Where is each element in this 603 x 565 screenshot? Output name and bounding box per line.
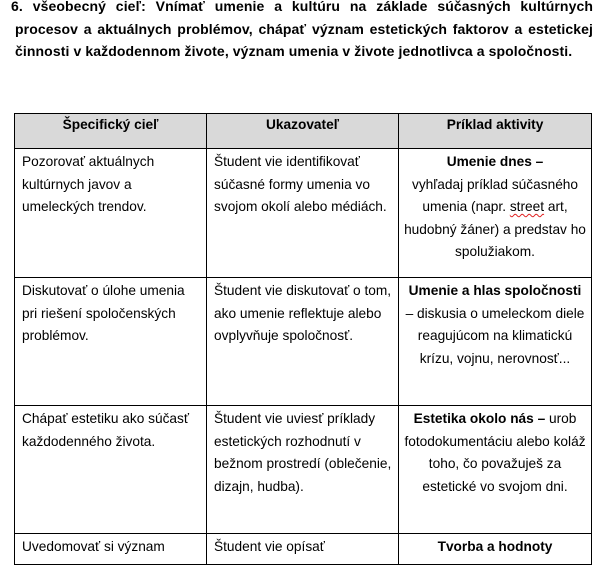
table-row	[15, 278, 592, 406]
header-specific-goal: Špecifický cieľ	[15, 114, 207, 149]
activity-title: Estetika okolo nás –	[413, 411, 546, 426]
indicator-text: Študent vie opísať	[214, 539, 325, 554]
activity-content	[399, 149, 591, 264]
spellcheck-flagged-word[interactable]: street	[509, 199, 545, 214]
indicator-text: Študent vie identifikovať súčasné formy umenia vo svojom okolí alebo médiách.	[214, 154, 387, 214]
goal-text: Diskutovať o úlohe umenia pri riešení spoločenských problémov.	[22, 283, 185, 343]
indicator-cell	[207, 149, 399, 278]
activity-cell	[399, 278, 592, 406]
indicator-cell	[207, 406, 399, 534]
activity-text-end: art, hudobný žáner) a predstav ho spolužiakom.	[404, 199, 586, 259]
objective-heading	[11, 0, 593, 63]
goal-cell	[15, 534, 207, 565]
activity-text-start: vyhľadaj príklad súčasného umenia (napr.	[411, 176, 579, 214]
indicator-text: Študent vie uviesť príklady estetických rozhodnutí v bežnom prostredí (oblečenie, dizajn, hudba).	[214, 411, 392, 494]
goal-cell	[15, 406, 207, 534]
objective-text: všeobecný cieľ: Vnímať umenie a kultúru na základe súčasných kultúrnych procesov a aktuálnych problémov, chápať význam estetických faktorov a estetickej činnosti v každodennom živote, význam umenia v živote jednotlivca a spoločnosti.	[15, 0, 593, 59]
goal-text: Pozorovať aktuálnych kultúrnych javov a umeleckých trendov.	[22, 154, 155, 214]
header-indicator: Ukazovateľ	[207, 114, 399, 149]
goal-cell	[15, 278, 207, 406]
activity-title: Umenie dnes –	[446, 154, 544, 169]
table-row	[15, 406, 592, 534]
activity-content	[399, 278, 591, 370]
objective-number: 6.	[11, 0, 23, 14]
table-row	[15, 149, 592, 278]
activity-cell	[399, 534, 592, 565]
indicator-cell	[207, 278, 399, 406]
activity-cell	[399, 406, 592, 534]
indicator-text: Študent vie diskutovať o tom, ako umenie reflektuje alebo ovplyvňuje spoločnosť.	[214, 283, 392, 343]
goal-cell	[15, 149, 207, 278]
activity-title: Umenie a hlas spoločnosti	[408, 283, 582, 298]
table-header-row	[15, 114, 592, 149]
activity-title: Tvorba a hodnoty	[437, 539, 553, 554]
activity-content	[399, 406, 591, 498]
goal-text: Uvedomovať si význam	[22, 539, 165, 554]
activity-content	[399, 534, 591, 559]
indicator-cell	[207, 534, 399, 565]
activity-text: – diskusia o umeleckom diele reagujúcom na klimatickú krízu, vojnu, nerovnosť...	[405, 305, 585, 366]
activity-cell	[399, 149, 592, 278]
objectives-table	[14, 113, 592, 565]
activity-text: urob fotodokumentáciu alebo koláž toho, čo považuješ za estetické vo svojom dni.	[404, 411, 586, 494]
table-row	[15, 534, 592, 565]
goal-text: Chápať estetiku ako súčasť každodenného života.	[22, 411, 190, 449]
header-activity-example: Príklad aktivity	[399, 114, 592, 149]
